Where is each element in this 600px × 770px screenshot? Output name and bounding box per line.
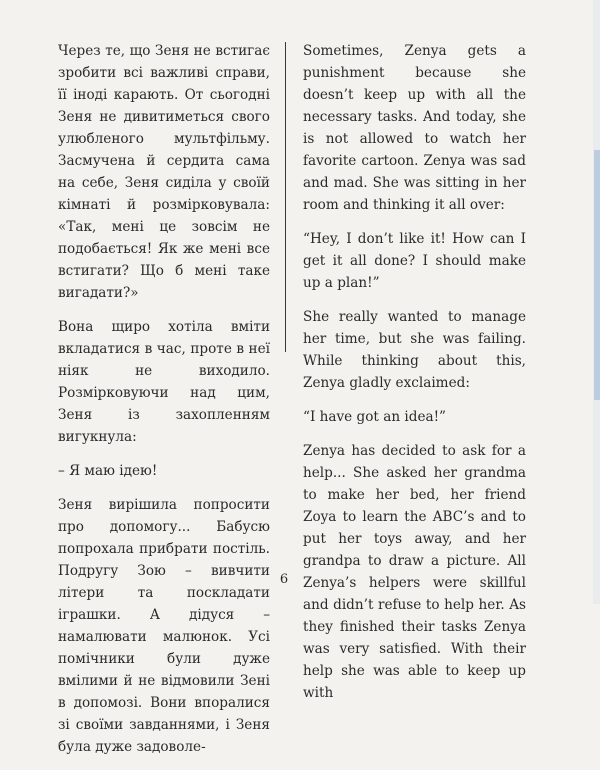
page-edge bbox=[593, 0, 600, 604]
ukrainian-paragraph-1: Через те, що Зеня не встигає зробити всі важливі справи, її іноді карають. От сьогодні Зеня не дивитиметься свого улюбленого мультфільму. Засмучена й сердита сама на себе, Зеня сиділа у своїй кімнаті й розмірковувала: «Так, мені це зовсім не подобається! Як же мені все встигати? Що б мені таке вигадати?» bbox=[58, 43, 270, 301]
ukrainian-paragraph-2: Вона щиро хотіла вміти вкладатися в час, проте в неї ніяк не виходило. Розмірковуючи над цим, Зеня із захопленням вигукнула: bbox=[58, 319, 270, 445]
column-divider bbox=[285, 42, 286, 352]
english-paragraph-5: Zenya has decided to ask for a help... She asked her grandma to make her bed, her friend Zoya to learn the ABC’s and to put her toys away, and her grandpa to draw a picture. All Zenya’s helpers were skillful and didn’t refuse to help her. As they finished their tasks Zenya was very satisfied. With their help she was able to keep up with bbox=[303, 443, 526, 701]
ukrainian-paragraph-3: – Я маю ідею! bbox=[58, 463, 158, 479]
english-paragraph-1: Sometimes, Zenya gets a punishment because she doesn’t keep up with all the necessary tasks. And today, she is not allowed to watch her favorite cartoon. Zenya was sad and mad. She was sitting in her room and thinking it all over: bbox=[303, 43, 526, 213]
ukrainian-paragraph-4: Зеня вирішила попросити про допомогу... Бабусю попрохала прибрати постіль. Подругу Зою – вивчити літери та поскладати іграшки. А дідуся – намалювати малюнок. Усі помічники були дуже вмілими й не відмовили Зені в допомозі. Вони впоралися зі своїми завданнями, і Зеня була дуже задоволе- bbox=[58, 497, 270, 755]
english-text-column bbox=[303, 40, 526, 716]
english-paragraph-4: “I have got an idea!” bbox=[303, 409, 447, 425]
page-number: 6 bbox=[279, 572, 289, 587]
english-paragraph-2: “Hey, I don’t like it! How can I get it all done? I should make up a plan!” bbox=[303, 231, 526, 291]
english-paragraph-3: She really wanted to manage her time, but she was failing. While thinking about this, Zenya gladly exclaimed: bbox=[303, 309, 526, 391]
ukrainian-text-column bbox=[58, 40, 270, 770]
